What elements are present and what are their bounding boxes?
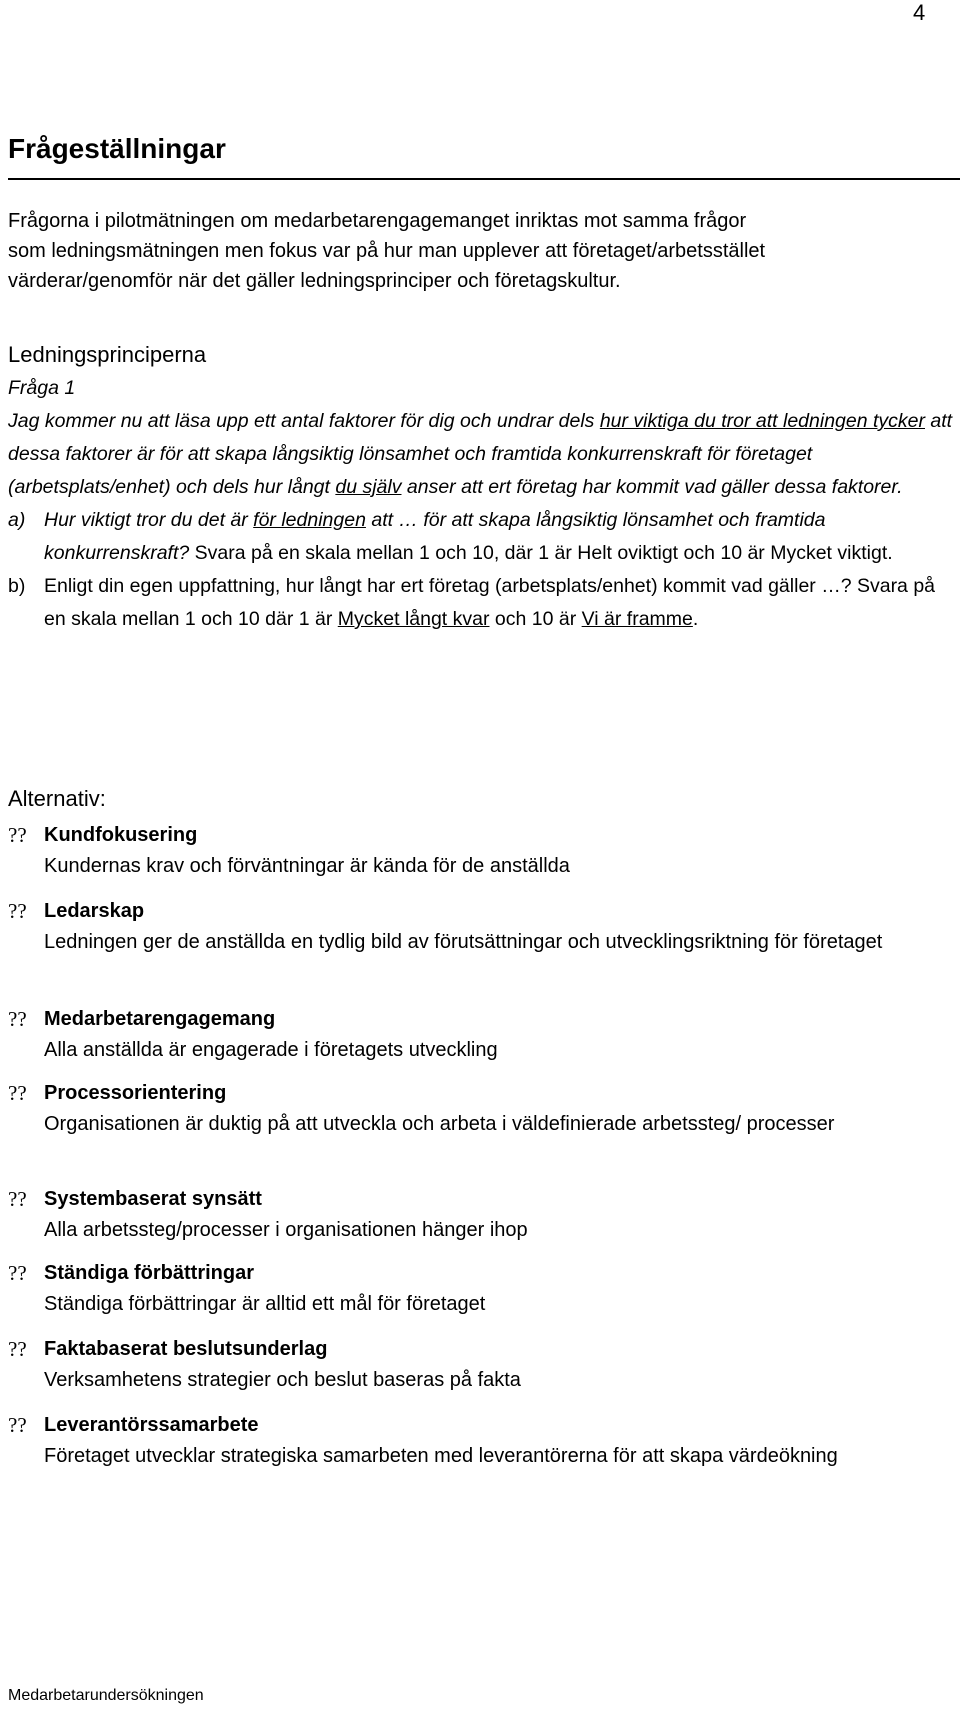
part-underline: Vi är framme	[581, 608, 693, 630]
alternative-description: Kundernas krav och förväntningar är kända för de anställda	[44, 855, 570, 877]
intro-line: värderar/genomför när det gäller ledningsprinciper och företagskultur.	[8, 270, 621, 292]
part-text-segment: Hur viktigt tror du det är	[44, 509, 254, 531]
question-underline: du själv	[335, 476, 402, 498]
question-text-part: att dessa faktorer är för att skapa långsiktig lönsamhet och framtida konkurrenskraft för företaget (arbetsplats/enhet) och dels hur långt	[8, 410, 953, 498]
alternatives-title: Alternativ:	[8, 786, 106, 811]
alternative-item	[8, 896, 956, 959]
bullet-icon: ??	[8, 1007, 27, 1031]
alternative-item	[8, 1078, 956, 1141]
question-text	[8, 405, 956, 504]
bullet-icon: ??	[8, 1081, 27, 1105]
alternative-title: Kundfokusering	[44, 824, 198, 846]
bullet-icon: ??	[8, 899, 27, 923]
part-text-segment: Enligt din egen uppfattning, hur långt har ert företag (arbetsplats/enhet) kommit vad gäller …? Svara på en skala mellan 1 och 10 där 1 är	[44, 575, 936, 630]
bullet-icon: ??	[8, 1413, 27, 1437]
page-number: 4	[913, 0, 926, 25]
alternative-description: Verksamhetens strategier och beslut baseras på fakta	[44, 1369, 521, 1391]
question-text-part: Jag kommer nu att läsa upp ett antal faktorer för dig och undrar dels	[8, 410, 600, 432]
alternative-description: Alla anställda är engagerade i företagets utveckling	[44, 1039, 498, 1061]
alternative-item	[8, 1004, 956, 1067]
question-block	[8, 372, 956, 636]
alternative-item	[8, 1184, 956, 1247]
page-footer: Medarbetarundersökningen	[8, 1687, 204, 1704]
question-part-b	[8, 570, 956, 636]
page-heading: Frågeställningar	[8, 133, 226, 164]
question-part-a	[8, 504, 956, 570]
part-text-segment: och 10 är	[489, 608, 582, 630]
intro-paragraph	[8, 206, 956, 296]
question-label: Fråga 1	[8, 377, 76, 399]
bullet-icon: ??	[8, 1187, 27, 1211]
question-text-part: anser att ert företag har kommit vad gäller dessa faktorer.	[401, 476, 903, 498]
bullet-icon: ??	[8, 823, 27, 847]
alternative-description: Organisationen är duktig på att utveckla och arbeta i väldefinierade arbetssteg/ processer	[44, 1113, 835, 1135]
part-text-segment: .	[692, 608, 699, 630]
alternative-title: Ständiga förbättringar	[44, 1262, 255, 1284]
alternative-description: Ständiga förbättringar är alltid ett mål för företaget	[44, 1293, 486, 1315]
alternative-item	[8, 1258, 956, 1321]
part-underline: Mycket långt kvar	[337, 608, 490, 630]
alternative-description: Företaget utvecklar strategiska samarbeten med leverantörerna för att skapa värdeökning	[44, 1445, 838, 1467]
alternative-description: Alla arbetssteg/processer i organisationen hänger ihop	[44, 1219, 528, 1241]
part-marker: b)	[8, 575, 26, 597]
alternative-description: Ledningen ger de anställda en tydlig bild av förutsättningar och utvecklingsriktning för företaget	[44, 931, 883, 953]
part-underline: för ledningen	[253, 509, 366, 531]
section-title: Ledningsprinciperna	[8, 342, 207, 367]
alternative-title: Systembaserat synsätt	[44, 1188, 262, 1210]
alternative-item	[8, 820, 956, 883]
alternative-title: Faktabaserat beslutsunderlag	[44, 1338, 328, 1360]
intro-line: som ledningsmätningen men fokus var på hur man upplever att företaget/arbetsstället	[8, 240, 766, 262]
intro-line: Frågorna i pilotmätningen om medarbetarengagemanget inriktas mot samma frågor	[8, 210, 747, 232]
alternative-title: Medarbetarengagemang	[44, 1008, 276, 1030]
part-scale-instruction: Svara på en skala mellan 1 och 10, där 1 är Helt oviktigt och 10 är Mycket viktigt.	[189, 542, 893, 564]
heading-rule	[8, 178, 960, 180]
alternative-item	[8, 1334, 956, 1397]
alternative-title: Leverantörssamarbete	[44, 1414, 259, 1436]
alternative-title: Processorientering	[44, 1082, 227, 1104]
part-text-segment: att … för att skapa långsiktig lönsamhet och framtida konkurrenskraft?	[44, 509, 826, 564]
part-text	[44, 570, 956, 636]
bullet-icon: ??	[8, 1337, 27, 1361]
part-text	[44, 504, 956, 570]
question-underline: hur viktiga du tror att ledningen tycker	[599, 410, 925, 432]
alternative-item	[8, 1410, 956, 1473]
alternative-title: Ledarskap	[44, 900, 145, 922]
bullet-icon: ??	[8, 1261, 27, 1285]
part-marker: a)	[8, 509, 26, 531]
